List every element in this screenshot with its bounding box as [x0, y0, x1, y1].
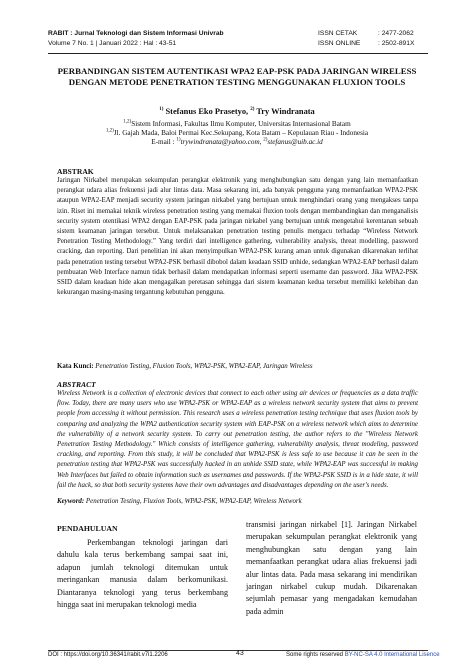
- abstrak-heading: ABSTRAK: [57, 167, 94, 176]
- email-line: [40, 138, 434, 147]
- email2-sup: 2): [263, 137, 268, 143]
- issn-info: [318, 29, 414, 49]
- keywords-label: Keyword:: [57, 498, 85, 505]
- keywords: [57, 498, 418, 505]
- header-rule: [48, 53, 428, 54]
- author2-sup: 2): [250, 107, 255, 113]
- author1-sup: 1): [159, 107, 164, 113]
- author1: Stefanus Eko Prasetyo,: [165, 107, 249, 116]
- paper-title: PERBANDINGAN SISTEM AUTENTIKASI WPA2 EAP-PSK PADA JARINGAN WIRELESS DENGAN METODE PENETRATION TESTING MENGGUNAKAN FLUXION TOOLS: [57, 66, 417, 87]
- license-info: [286, 652, 440, 658]
- pendahuluan-heading: PENDAHULUAN: [57, 524, 118, 533]
- aff2-sup: 1,2): [105, 128, 114, 134]
- pendahuluan-left-text: Perkembangan teknologi jaringan dari dahulu kala terus berkembang sampai saat ini, adapun jumlah teknologi ditemukan untuk meringankan manusia dalam berkomunikasi. Diantaranya teknologi yang terus berkembang hingga saat ini merupakan teknologi media: [57, 538, 228, 610]
- kata-kunci-value: Penetration Testing, Fluxion Tools, WPA2-PSK, WPA2-EAP, Jaringan Wireless: [95, 363, 313, 370]
- journal-header: [48, 29, 427, 51]
- rights-text: Some rights reserved: [286, 652, 344, 658]
- abstrak-body: Jaringan Nirkabel merupakan sekumpulan perangkat elektronik yang menghubungkan satu dengan yang lain memanfaatkan perangkat udara alias frekuensi jadi alur lintas data. Masa sekarang ini, ada banyak pengguna yang memanfaatkan WPA2-PSK ataupun WPA2-EAP menjadi security system jaringan nirkabel yang bertujuan untuk menghindari orang yang mengakses tanpa izin. Riset ini memakai teknik wireless penetration testing yang memakai fluxion tools dengan membandingkan dan menganalisis security system otentikasi WPA2 dengan EAP-PSK pada jaringan nirkabel yang bertujuan untuk mengetahui kerentanan sebuah sistem keamanan jaringan tersebut. Untuk melaksanakan penetration testing penulis mengacu terhadap “Wireless Network Penetration Testing Methodology.” Yang terdiri dari intelligence gathering, vulnerability analysis, threat modelling, password cracking, dan reporting. Dari penelitian ini akan menyimpulkan WPA2-PSK kurang aman untuk digunakan dikarenakan terlihat pada penetration testing tersebut WPA2-PSK berhasil dibobol dalam keadaan SSID unhide, sedangkan WPA2-EAP berhasil dalam pembuatan Web Interface namun tidak berhasil dalam mendapatkan informasi seperti username dan password. Jika WPA2-PSK SSID dalam keadaan hide akan mengagalkan peretasan sehingga dari sistem keamanan kedua tersebut memiliki kelebihan dan kekurangan masing-masing tergantung kebutuhan pengguna.: [57, 177, 418, 297]
- license-link[interactable]: BY-NC-SA 4.0 International Lisence: [344, 652, 440, 658]
- email1[interactable]: trywindranata@yahoo.com,: [180, 138, 262, 146]
- doi[interactable]: DOI : https://doi.org/10.36341/rabit.v7i1.2206: [48, 652, 168, 658]
- issn-online-label: ISSN ONLINE: [318, 40, 361, 47]
- issn-print-label: ISSN CETAK: [318, 30, 358, 37]
- author2: Try Windranata: [256, 107, 315, 116]
- abstract-heading: ABSTRACT: [57, 380, 96, 389]
- page-number: 43: [236, 650, 244, 657]
- pendahuluan-right-column: transmisi jaringan nirkabel [1]. Jaringan Nirkabel merupakan sekumpulan perangkat elektronik yang menghubungkan satu dengan yang lain memanfaatkan perangkat udara alias frekuensi jadi alur lintas data. Pada masa sekarang ini mendirikan jaringan nirkabel cukup mudah. Dikarenakan sejumlah pemasar yang mengadakan kemudahan pada admin: [246, 520, 417, 616]
- pendahuluan-left-column: [57, 537, 228, 611]
- aff2-text: Jl. Gajah Mada, Baloi Permai Kec.Sekupang, Kota Batam – Kepulauan Riau - Indonesia: [113, 129, 369, 137]
- kata-kunci: [57, 363, 418, 370]
- email1-sup: 1): [176, 137, 181, 143]
- affiliation-line-1: [40, 120, 434, 129]
- kata-kunci-label: Kata Kunci:: [57, 363, 94, 370]
- email2[interactable]: stefanus@uib.ac.id: [267, 138, 323, 146]
- issn-online: : 2502-891X: [378, 40, 415, 47]
- aff1-text: Sistem Informasi, Fakultas Ilmu Komputer, Universitas Internasional Batam: [131, 120, 351, 128]
- abstract-body: Wireless Network is a collection of electronic devices that connect to each other using air devices or frequencies as a data traffic flow. Today, there are many users who use WPA2-PSK or WPA2-EAP as a wireless network security system that aims to prevent people from accessing it without permission. This research uses a wireless penetration testing technique that uses fluxion tools by comparing and analyzing the WPA2 authentication security system with EAP-PSK on a wireless network which aims to determine the vulnerability of a network security system. To carry out penetration testing, the author refers to the "Wireless Network Penetration Testing Methodology." Which consists of intelligence gathering, vulnerability analysis, threat modeling, password cracking, and reporting. From this study, it will be concluded that WPA2-PSK is less safe to use because it can be seen in the penetration testing that WPA2-PSK was successfully hacked in an unhide SSID state, while WPA2-EAP was successful in making Web Interfaces but failed to obtain information such as usernames and passwords. If the WPA2-PSK SSID is in a hide state, it will fail the hack, so that both security systems have their own advantages and disadvantages depending on the user's needs.: [57, 390, 418, 489]
- email-label: E-mail :: [151, 138, 175, 146]
- journal-volume: Volume 7 No. 1 | Januari 2022 : Hal : 43-51: [48, 40, 177, 47]
- keywords-value: Penetration Testing, Fluxion Tools, WPA2-PSK, WPA2-EAP, Wireless Network: [85, 498, 302, 505]
- aff1-sup: 1,2): [123, 119, 132, 125]
- journal-info: [48, 29, 224, 49]
- affiliation-line-2: [40, 129, 434, 138]
- journal-name: RABIT : Jurnal Teknologi dan Sistem Informasi Univrab: [48, 30, 224, 37]
- issn-print: : 2477-2062: [378, 30, 414, 37]
- authors: [40, 107, 434, 116]
